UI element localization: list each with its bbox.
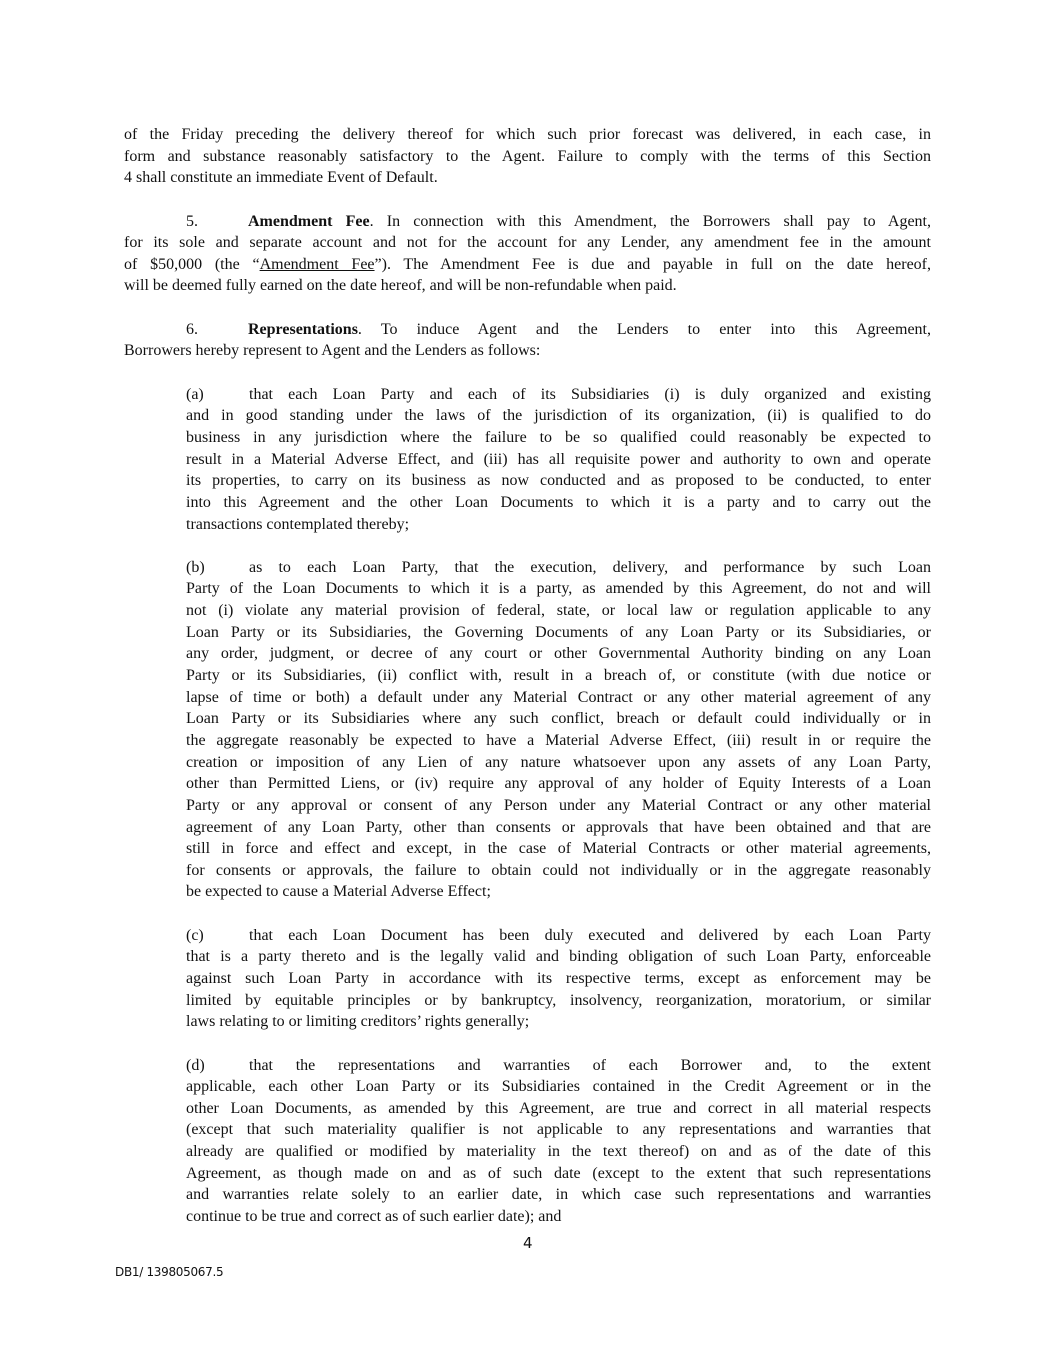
line-text: its properties, to carry on its business as now conducted and as proposed to be conducted, to enter [186,472,931,490]
text-line [186,578,931,600]
line-text: against such Loan Party in accordance with its respective terms, except as enforcement may be [186,969,931,987]
line-text: (except that such materiality qualifier is not applicable to any representations and warranties that [186,1121,931,1139]
text-line [186,925,931,947]
text-line [124,211,931,233]
text-line [186,557,931,579]
paragraph [124,124,931,189]
line-text: applicable, each other Loan Party or its Subsidiaries contained in the Credit Agreement or in the [186,1078,931,1096]
text-line [124,232,931,254]
line-text: Party or its Subsidiaries, (ii) conflict with, result in a breach of, or constitute (with due notice or [186,667,931,685]
line-text: that each Loan Party and each of its Subsidiaries (i) is duly organized and existing [249,385,931,403]
line-text: continue to be true and correct as of such earlier date); and [186,1208,562,1226]
line-text: laws relating to or limiting creditors’ rights generally; [186,1013,530,1031]
line-text: be expected to cause a Material Adverse Effect; [186,883,491,901]
line-text: that is a party thereto and is the legally valid and binding obligation of such Loan Party, enforceable [186,948,931,966]
text-line [186,968,931,990]
text-line [186,1119,931,1141]
text-line [186,514,931,536]
text-line [186,643,931,665]
text-line [186,881,931,903]
text-line [124,254,931,276]
text-line [186,1163,931,1185]
section-heading: Amendment Fee [248,212,370,230]
text-line [186,384,931,406]
line-text: as to each Loan Party, that the execution, delivery, and performance by such Loan [249,558,931,576]
line-text: for consents or approvals, the failure to obtain could not individually or in the aggregate reasonably [186,861,931,879]
text-line [186,600,931,622]
line-text: Loan Party or its Subsidiaries where any such conflict, breach or default could individually or in [186,710,931,728]
text-line [186,622,931,644]
line-text: Loan Party or its Subsidiaries, the Governing Documents of any Loan Party or its Subsidiaries, or [186,623,931,641]
paragraph [124,211,931,298]
text-line [186,1206,931,1228]
text-line [186,708,931,730]
text-line [186,1141,931,1163]
paragraph [186,557,931,903]
text-line [124,167,931,189]
line-text: transactions contemplated thereby; [186,515,410,533]
line-text: into this Agreement and the other Loan Documents to which it is a party and to carry out the [186,493,931,511]
line-text [124,254,931,276]
text-line [186,492,931,514]
text-line [186,1011,931,1033]
paragraph [124,319,931,362]
line-text: for its sole and separate account and not for the account for any Lender, any amendment fee in the amount [124,234,931,252]
text-segment: of $50,000 (the “ [124,255,260,273]
line-text: business in any jurisdiction where the failure to be so qualified could reasonably be expected to [186,428,931,446]
defined-term: Amendment Fee [259,255,375,273]
text-line [186,946,931,968]
text-line [186,730,931,752]
line-text: result in a Material Adverse Effect, and (iii) has all requisite power and authority to own and operate [186,450,931,468]
text-line [186,990,931,1012]
text-line [186,838,931,860]
line-text: creation or imposition of any Lien of any nature whatsoever upon any assets of any Loan Party, [186,753,931,771]
line-text: that the representations and warranties of each Borrower and, to the extent [249,1056,931,1074]
line-text: and in good standing under the laws of the jurisdiction of its organization, (ii) is qualified to do [186,407,931,425]
line-text: any order, judgment, or decree of any court or other Governmental Authority binding on any Loan [186,645,931,663]
line-text [248,211,931,233]
line-text: limited by equitable principles or by bankruptcy, insolvency, reorganization, moratorium, or similar [186,991,931,1009]
text-line [186,1055,931,1077]
paragraph [186,384,931,535]
line-text [248,319,931,341]
paragraph-number: 6. [186,320,198,338]
text-line [186,860,931,882]
text-segment: ”). The Amendment Fee is due and payable in full on the date hereof, [374,255,932,273]
text-line [186,687,931,709]
text-line [124,146,931,168]
text-line [124,275,931,297]
text-line [124,319,931,341]
text-line [186,470,931,492]
line-text: already are qualified or modified by materiality in the text thereof) on and as of the date of this [186,1143,931,1161]
line-text: will be deemed fully earned on the date hereof, and will be non-refundable when paid. [124,277,677,295]
text-line [186,427,931,449]
line-text: of the Friday preceding the delivery thereof for which such prior forecast was delivered, in each case, in [124,126,931,143]
text-line [124,340,931,362]
text-line [186,405,931,427]
line-text: Party of the Loan Documents to which it is a party, as amended by this Agreement, do not and will [186,580,931,598]
line-text: form and substance reasonably satisfactory to the Agent. Failure to comply with the terms of this Section [124,147,931,165]
paragraph [186,925,931,1033]
paragraph-number: 5. [186,212,198,230]
line-text: agreement of any Loan Party, other than consents or approvals that have been obtained and that are [186,818,931,836]
line-text: that each Loan Document has been duly executed and delivered by each Loan Party [249,926,931,944]
line-text: lapse of time or both) a default under any Material Contract or any other material agreement of any [186,688,931,706]
text-line [186,795,931,817]
line-text: 4 shall constitute an immediate Event of Default. [124,169,438,187]
line-text: other than Permitted Liens, or (iv) require any approval of any holder of Equity Interests of a Loan [186,775,931,793]
document-id-footer: DB1/ 139805067.5 [115,1265,224,1279]
text-line [186,1076,931,1098]
text-line [186,1098,931,1120]
section-heading: Representations [248,320,358,338]
line-text: not (i) violate any material provision of federal, state, or local law or regulation applicable to any [186,602,931,620]
line-text: Borrowers hereby represent to Agent and the Lenders as follows: [124,342,541,360]
text-line [186,752,931,774]
paragraph-number: (a) [186,385,204,403]
line-text: Agreement, as though made on and as of such date (except to the extent that such representations [186,1164,931,1182]
text-line [186,773,931,795]
text-line [186,817,931,839]
paragraph-number: (d) [186,1056,205,1074]
page-number: 4 [523,1234,533,1252]
text-line [186,449,931,471]
paragraph-number: (b) [186,558,205,576]
text-segment: . In connection with this Amendment, the Borrowers shall pay to Agent, [369,212,931,230]
line-text: still in force and effect and except, in the case of Material Contracts or other material agreements, [186,840,931,858]
paragraph [186,1055,931,1228]
line-text: Party or any approval or consent of any Person under any Material Contract or any other material [186,796,931,814]
text-line [124,124,931,146]
text-segment: . To induce Agent and the Lenders to enter into this Agreement, [357,320,931,338]
text-line [186,665,931,687]
line-text: the aggregate reasonably be expected to have a Material Adverse Effect, (iii) result in or require the [186,731,931,749]
line-text: and warranties relate solely to an earlier date, in which case such representations and warranties [186,1186,931,1204]
paragraph-number: (c) [186,926,204,944]
line-text: other Loan Documents, as amended by this Agreement, are true and correct in all material respects [186,1099,931,1117]
text-line [186,1184,931,1206]
document-body [124,124,931,1249]
